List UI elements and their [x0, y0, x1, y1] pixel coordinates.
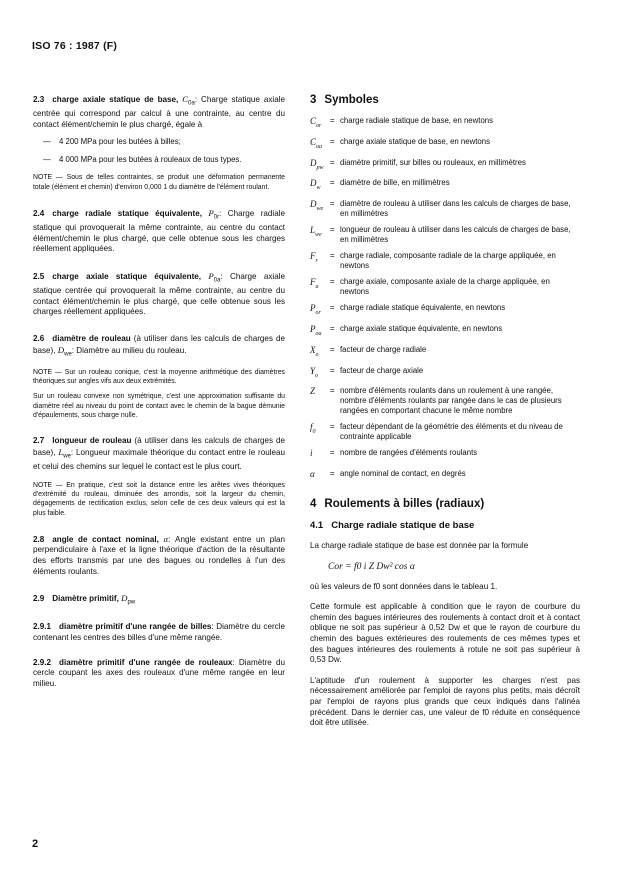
note-2-6-cont: Sur un rouleau convexe non symétrique, c'est une approximation suffisante du diamètre réel au niveau du point de contact avec le chemin de la bague démunie d'épaulements, sous charge nulle. — [33, 393, 285, 419]
clause-number: 2.5 — [33, 271, 45, 281]
note-2-3: NOTE — Sous de telles contraintes, se produit une déformation permanente totale (élément et chemin) d'environ 0,000 1 du diamètre de l'élément roulant. — [33, 174, 285, 191]
clause-title: charge axiale statique de base, — [52, 95, 179, 104]
clause-body: : Diamètre au milieu du rouleau. — [71, 345, 187, 355]
section-2-7: 2.7 longueur de rouleau (à utiliser dans les calculs de charges de base), $L_{we}$: Longueur maximale théorique du contact entre le rouleau et celui des chemins sur lequel le contact est le plus court. NOTE — En pratique, c'est soit la distance entre les arêtes vives théoriques d'extrémité du rouleau, diminuée des arrondis, soit la largeur du chemin, dégagements de rectification exclus, selon celle de ces deux valeurs qui est la plus faible. — [33, 436, 286, 517]
paragraph-conditions: Cette formule est applicable à condition que le rayon de courbure du chemin des bagues intérieures des roulements à contact droit et à contact oblique ne soit pas supérieur à 0,52 Dw et que le rayon de courbure du chemin des bagues extérieures des roulements de ces mêmes types et des bagues intérieures des roulements à rotule ne soit pas supérieur à 0,53 Dw. — [310, 602, 580, 665]
clause-body: : Charge statique axiale centrée qui correspond par calcul à une contrainte, au centre du contact élément/chemin le plus chargé, égale à — [33, 95, 286, 129]
clause-number: 2.8 — [33, 534, 45, 544]
section-2-9-2 — [33, 658, 285, 690]
section-2-8 — [33, 534, 285, 577]
section-2-3 — [33, 94, 285, 192]
section-3-heading: 3 Symboles — [310, 94, 379, 106]
clause-number: 2.3 — [33, 95, 45, 104]
section-2-6: 2.6 diamètre de rouleau (à utiliser dans les calculs de charges de base), $D_{we}$: Diamètre au milieu du rouleau. NOTE — Sur un rouleau conique, c'est la moyenne arithmétique des diamètres théoriques sur angles vifs aux deux extrémités. Sur un rouleau convexe non symétrique, c'est une approximation suffisante du diamètre réel au niveau du point de contact avec le chemin de la bague démunie d'épaulements, sous charge nulle. — [33, 333, 285, 419]
symbol: D — [121, 593, 128, 604]
note-2-6: NOTE — Sur un rouleau conique, c'est la moyenne arithmétique des diamètres théoriques sur angles vifs aux deux extrémités. — [33, 368, 285, 386]
section-2-9: 2.9 Diamètre primitif, $D_{pw}$ — [33, 593, 136, 606]
section-2-4: 2.4 charge radiale statique équivalente, $P_{0r}$: Charge radiale statique qui provoquerait la même contrainte, au centre du contact élément/chemin le plus chargé, que celle obtenue sous les charges réellement appliquées. — [33, 207, 286, 254]
clause-title: charge axiale statique équivalente, — [52, 271, 202, 281]
symbol-row: $f_0$ = facteur dépendant de la géométrie des éléments et du niveau de contrainte applicable — [310, 422, 563, 442]
clause-number: 2.4 — [33, 208, 45, 218]
clause-body: : Angle existant entre un plan perpendiculaire à l'axe et la ligne théorique d'action de la résultante des efforts transmis par une des bagues ou rondelles à l'un des éléments roulants. — [33, 534, 286, 576]
symbol-row: $D_w$ = diamètre de bille, en millimètres — [310, 178, 450, 192]
symbol-row: $C_{or}$ = charge radiale statique de base, en newtons — [310, 116, 494, 129]
right-column — [310, 94, 580, 729]
clause-title: diamètre de rouleau — [52, 333, 131, 343]
symbol: C — [182, 94, 189, 104]
note-2-7: NOTE — En pratique, c'est soit la distance entre les arêtes vives théoriques d'extrémité du rouleau, diminuée des arrondis, soit la largeur du chemin, dégagements de rectification exclus, selon celle de ces deux valeurs qui est la plus faible. — [33, 481, 285, 517]
symbol-row: $P_{oa}$ = charge axiale statique équivalente, en newtons — [310, 323, 503, 337]
symbol-row: α = angle nominal de contact, en degrés — [310, 469, 466, 480]
standard-header: ISO 76 : 1987 (F) — [32, 40, 118, 52]
symbol-subscript: 0a — [188, 100, 195, 107]
symbol: P — [208, 207, 214, 218]
section-2-5: 2.5 charge axiale statique équivalente, $P_{0a}$: Charge axiale statique centrée qui provoquerait la même contrainte, au centre du contact élément/chemin le plus chargé, que celle obtenue sous les charges réellement appliquées. — [33, 270, 285, 317]
formula: Cor = f0 i Z Dw² cos α — [328, 561, 415, 572]
clause-title: diamètre primitif d'une rangée de billes — [59, 622, 212, 632]
left-column — [33, 94, 285, 705]
symbol-row: i = nombre de rangées d'éléments roulants — [310, 448, 478, 459]
symbol-row: $F_a$ = charge axiale, composante axiale de la charge appliquée, en newtons — [310, 277, 550, 297]
formula-note: où les valeurs de f0 sont données dans le tableau 1. — [310, 581, 498, 591]
list-item: — 4 200 MPa pour les butées à billes; — [43, 137, 181, 147]
clause-body: : Longueur maximale théorique du contact entre le rouleau et celui des chemins sur lequel le contact est le plus court. — [33, 447, 286, 472]
clause-number: 2.9.1 — [33, 622, 52, 632]
clause-number: 2.9.2 — [33, 657, 52, 667]
symbol-row: $Y_o$ = facteur de charge axiale — [310, 365, 424, 379]
clause-title: angle de contact nominal, — [52, 534, 159, 544]
symbol-list — [310, 116, 580, 484]
symbol-row: Z = nombre d'éléments roulants dans un roulement à une rangée, nombre d'éléments roulants par rangée dans le cas de plusieurs rangées en comportant chacune le même nombre — [310, 386, 562, 416]
symbol-row: $P_{or}$ = charge radiale statique équivalente, en newtons — [310, 303, 506, 316]
symbol-row: $F_r$ = charge radiale, composante radiale de la charge appliquée, en newtons — [310, 251, 556, 271]
section-2-9-1 — [33, 622, 285, 643]
page-number: 2 — [32, 838, 39, 850]
clause-title: longueur de rouleau — [52, 436, 132, 446]
paragraph-aptitude: L'aptitude d'un roulement à supporter les charges n'est pas nécessairement améliorée par l'emploi de rayons plus petits, mais décroît par l'emploi de rayons plus grands que ceux indiqués dans l'alinéa précédent. Dans le dernier cas, une valeur de f0 réduite en conséquence doit être utilisée. — [310, 675, 580, 728]
symbol-row: $D_{we}$ = diamètre de rouleau à utiliser dans les calculs de charges de base, en millimètres — [310, 199, 571, 219]
symbol: D — [57, 344, 65, 355]
clause-body: : Diamètre du cercle contenant les centres des billes d'une même rangée. — [33, 622, 285, 642]
clause-title: charge radiale statique équivalente, — [52, 208, 202, 218]
symbol-row: $X_o$ = facteur de charge radiale — [310, 344, 427, 358]
symbol-row: $C_{oa}$ = charge axiale statique de base, en newtons — [310, 136, 490, 150]
symbol: α — [163, 533, 169, 544]
list-item: — 4 000 MPa pour les butées à rouleaux de tous types. — [43, 154, 242, 164]
symbol: L — [58, 446, 64, 457]
symbol-row: $D_{pw}$ = diamètre primitif, sur billes ou rouleaux, en millimètres — [310, 157, 526, 171]
clause-number: 2.9 — [33, 594, 45, 604]
symbol: P — [208, 270, 214, 281]
intro-text: La charge radiale statique de base est donnée par la formule — [310, 540, 529, 550]
clause-number: 2.7 — [33, 436, 45, 446]
section-4-heading: 4 Roulements à billes (radiaux) — [310, 497, 485, 510]
clause-2-3-text — [33, 94, 285, 130]
clause-number: 2.6 — [33, 333, 45, 343]
symbol-row: $L_{we}$ = longueur de rouleau à utiliser dans les calculs de charges de base, en millimètres — [310, 225, 571, 245]
section-4-1-heading: 4.1 Charge radiale statique de base — [310, 519, 475, 531]
clause-body: : Charge radiale statique qui provoquerait la même contrainte, au centre du contact élément/chemin le plus chargé, que celle obtenue sous les charges réellement appliquées. — [33, 208, 286, 254]
stress-list — [33, 137, 285, 165]
clause-body: : Diamètre du cercle coupant les axes des rouleaux d'une même rangée en leur milieu. — [33, 657, 285, 688]
clause-body: : Charge axiale statique centrée qui provoquerait la même contrainte, au centre du contact élément/chemin le plus chargé, que celle obtenue sous les charges réellement appliquées. — [33, 271, 285, 317]
clause-title: diamètre primitif d'une rangée de rouleaux — [59, 657, 233, 667]
clause-title: Diamètre primitif, — [52, 594, 119, 604]
